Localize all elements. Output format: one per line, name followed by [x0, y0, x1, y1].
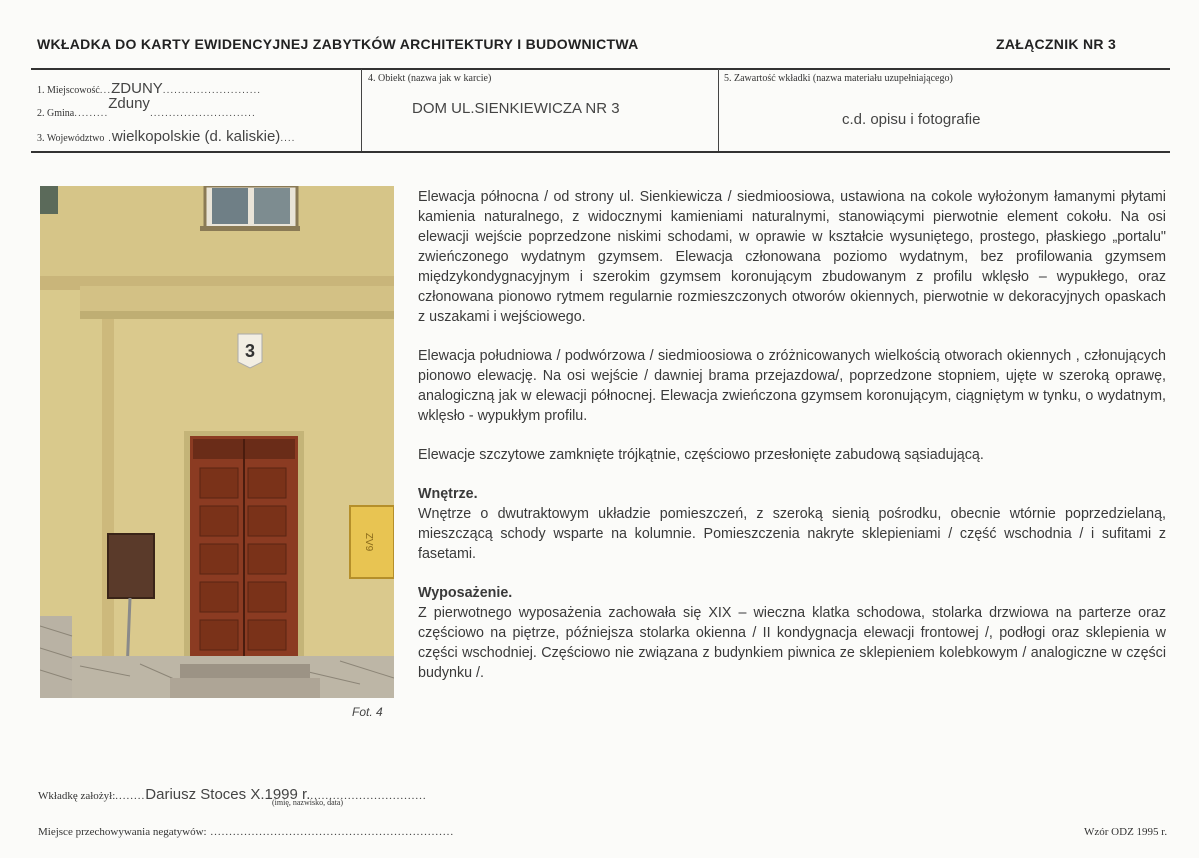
- content-label: 5. Zawartość wkładki (nazwa materiału uzupełniającego): [724, 73, 953, 84]
- house-number-plate: 3: [244, 341, 256, 361]
- voivodeship-row: 3. Województwo .wielkopolskie (d. kaliskie)....: [37, 128, 296, 145]
- top-rule: [31, 68, 1170, 70]
- negatives-row: Miejsce przechowywania negatywów: .................................................................: [38, 826, 455, 838]
- equipment-heading: Wyposażenie.: [418, 585, 513, 601]
- locality-label: 1. Miejscowość: [37, 85, 100, 96]
- column-divider: [361, 69, 362, 151]
- created-by-label: Wkładkę założył:: [38, 790, 116, 802]
- commune-label: 2. Gmina: [37, 108, 75, 119]
- created-by-value: Dariusz Stoces X.1999 r.: [145, 786, 311, 803]
- voivodeship-value: wielkopolskie (d. kaliskie): [111, 128, 281, 145]
- object-value: DOM UL.SIENKIEWICZA NR 3: [412, 100, 620, 117]
- equipment-paragraph: Z pierwotnego wyposażenia zachowała się XIX – wieczna klatka schodowa, stolarka drzwiowa na parterze oraz częściowo na piętrze, późniejsza stolarka okienna / II kondygnacja elewacji frontowej /, podłogi oraz sklepienia w części wschodniej. Częściowo nie związana z budynkiem piwnica ze sklepieniem kolebkowym / analogiczne w części budynku /.: [418, 605, 1166, 681]
- annex-number: ZAŁĄCZNIK NR 3: [996, 36, 1117, 52]
- gable-elevations-paragraph: Elewacje szczytowe zamknięte trójkątnie, częściowo przesłonięte zabudową sąsiadującą.: [418, 447, 984, 463]
- content-value: c.d. opisu i fotografie: [842, 111, 981, 128]
- voivodeship-label: 3. Województwo: [37, 133, 105, 144]
- form-reference: Wzór ODZ 1995 r.: [1084, 826, 1168, 838]
- commune-row: 2. Gmina.........Zduny............................: [37, 95, 256, 119]
- commune-value: Zduny: [108, 95, 150, 112]
- meter-box-label: ZV9: [363, 532, 374, 552]
- description: [418, 187, 1166, 702]
- building-photo: [40, 186, 394, 698]
- locality-value: ZDUNY: [111, 80, 163, 97]
- interior-paragraph: Wnętrze o dwutraktowym układzie pomieszczeń, z szeroką sienią pośrodku, obecnie wtórnie poprzedzielaną, mieszczącą schody wsparte na kolumnie. Pomieszczenia nakryte sklepieniami / część wschodnia / i sufitami z fasetami.: [418, 506, 1166, 562]
- negatives-label: Miejsce przechowywania negatywów:: [38, 826, 207, 838]
- column-divider: [718, 69, 719, 151]
- locality-row: 1. Miejscowość...ZDUNY..........................: [37, 80, 262, 97]
- photo-caption: Fot. 4: [352, 705, 383, 719]
- object-label: 4. Obiekt (nazwa jak w karcie): [368, 73, 492, 84]
- bottom-rule: [31, 151, 1170, 153]
- south-elevation-paragraph: Elewacja południowa / podwórzowa / siedmioosiowa o zróżnicowanych wielkością otworach okiennych , członujących pionowo elewację. Na osi wejście / dawniej brama przejazdowa/, poprzedzone stopniem, ujęte w szeroką oprawę, analogiczną jak w elewacji północnej. Elewacja zwieńczona gzymsem koronującym, ciągniętym w tynku, o wydatnym, wklęsło - wypukłym profilu.: [418, 348, 1166, 424]
- north-elevation-paragraph: Elewacja północna / od strony ul. Sienkiewicza / siedmioosiowa, ustawiona na cokole wyłożonym łamanymi płytami kamienia naturalnego, z widocznymi kamieniami naturalnymi, stanowiącymi pierwotnie element cokołu. Na osi elewacji wejście poprzedzone niskimi schodami, w oprawie w kształcie wysuniętego, prostego, płaskiego „portalu" zwieńczonego wydatnym gzymsem. Elewacja członowana poziomo wydatnym, bez profilowania gzymsem międzykondygnacyjnym i szerokim gzymsem koronującym zbudowanym z profilu wklęsło – wypukłego, oraz członowana pionowo rytmem regularnie rozmieszczonych otworów okiennych, pierwotnie w dekoracyjnych opaskach z uszakami i wejściowego.: [418, 189, 1166, 325]
- created-by-hint: (imię, nazwisko, data): [272, 798, 344, 807]
- created-by-row: Wkładkę założył:........Dariusz Stoces X.1999 r................................: [38, 786, 427, 803]
- form-title: WKŁADKA DO KARTY EWIDENCYJNEJ ZABYTKÓW ARCHITEKTURY I BUDOWNICTWA: [37, 36, 639, 52]
- interior-heading: Wnętrze.: [418, 486, 478, 502]
